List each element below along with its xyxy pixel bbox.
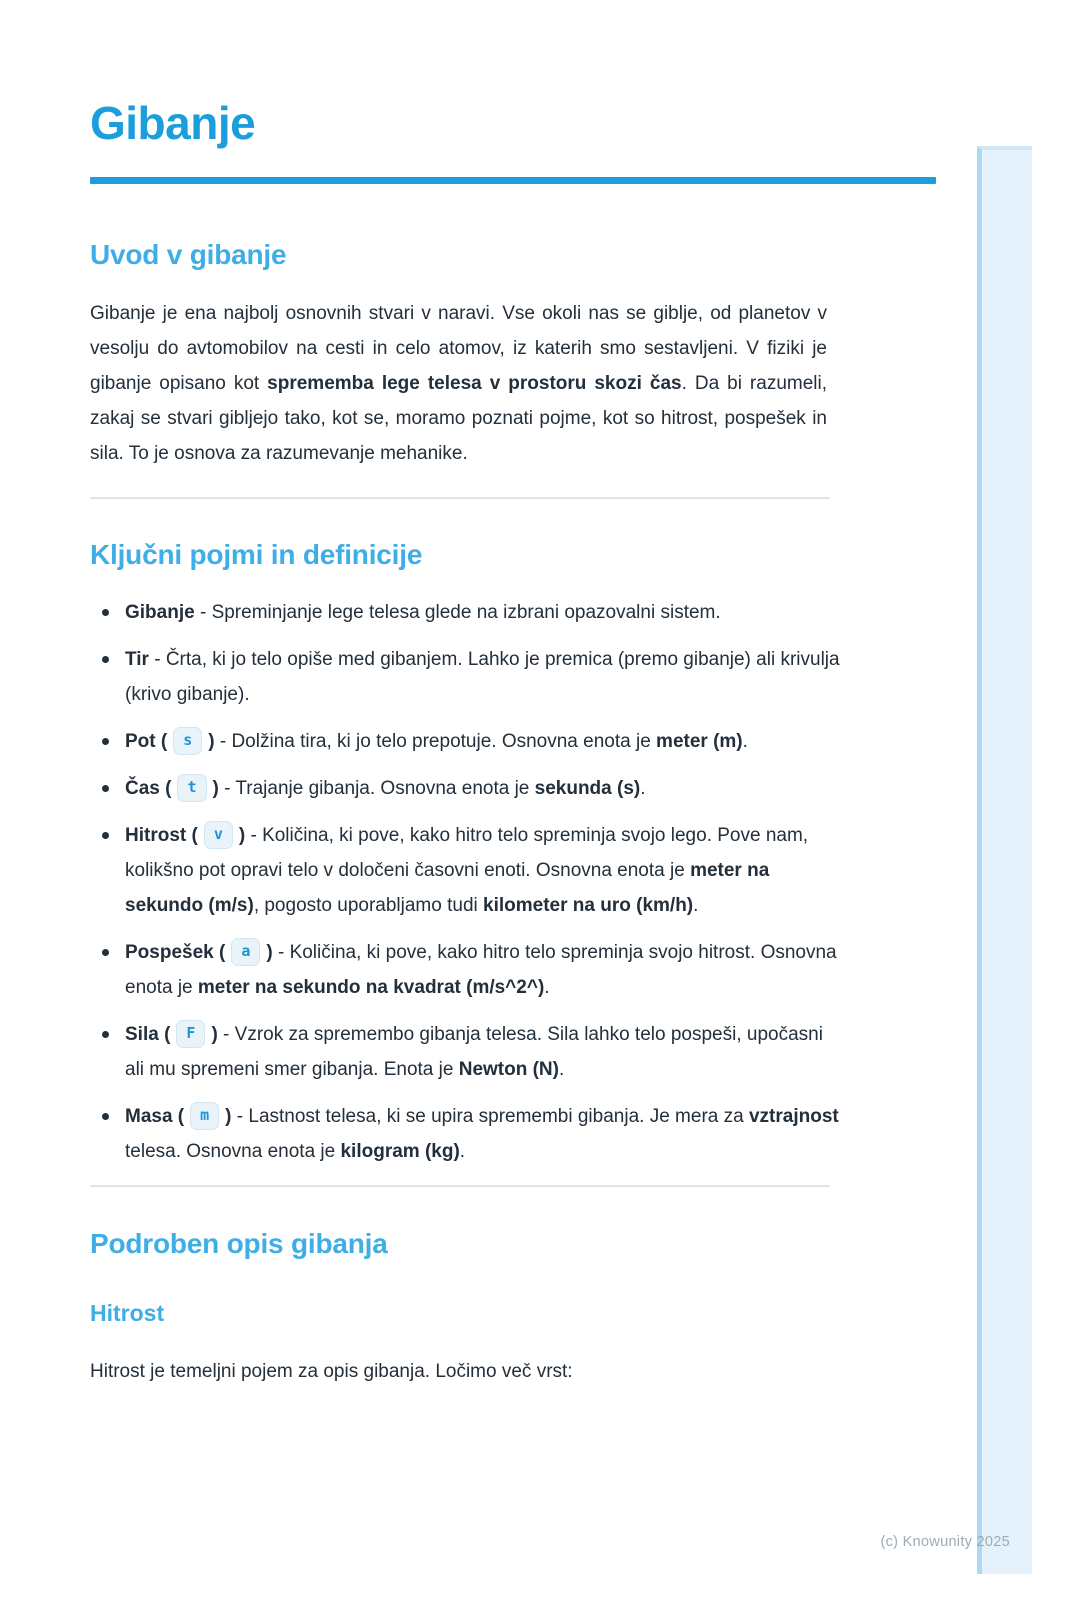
text-segment: sprememba lege telesa v prostoru skozi čas [267, 373, 682, 394]
list-item-text [125, 649, 840, 705]
footer-credit: (c) Knowunity 2025 [880, 1534, 1010, 1550]
section-heading-key-concepts: Ključni pojmi in definicije [90, 539, 423, 570]
text-segment: ) [225, 1106, 232, 1127]
text-segment: . [693, 895, 699, 916]
bullet-icon [102, 738, 109, 745]
text-segment: kilometer na uro (km/h) [483, 895, 694, 916]
text-segment: Gibanje je ena najbolj osnovnih stvari v naravi. Vse okoli nas se giblje, od planetov v vesolju do avtomobilov na cesti in celo atomov, iz katerih smo sestavljeni. V fiziki je gibanje opisano kot [90, 303, 827, 394]
list-item-text [125, 731, 748, 752]
text-segment: Newton (N) [458, 1059, 559, 1080]
list-item [90, 642, 840, 712]
section-heading-intro: Uvod v gibanje [90, 239, 287, 270]
list-item-text [125, 778, 646, 799]
list-item-text [125, 1106, 839, 1162]
text-segment: Hitrost ( [125, 825, 198, 846]
section-divider [90, 1185, 830, 1187]
title-rule [90, 177, 936, 184]
text-segment: - Črta, ki jo telo opiše med gibanjem. Lahko je premica (premo gibanje) ali krivulja (krivo gibanje). [125, 649, 840, 705]
list-item-text [125, 942, 837, 998]
list-item [90, 724, 840, 759]
text-segment: Pot ( [125, 731, 168, 752]
code-token: t [177, 774, 206, 802]
bullet-icon [102, 609, 109, 616]
text-segment: ) [238, 825, 246, 846]
text-segment: . Da bi razumeli, zakaj se stvari gibljejo tako, kot se, moramo poznati pojme, kot so hitrost, pospešek in sila. To je osnova za razumevanje mehanike. [90, 373, 828, 464]
bullet-icon [102, 656, 109, 663]
code-token: F [176, 1020, 205, 1048]
text-segment: Tir [125, 649, 149, 670]
text-segment: - Količina, ki pove, kako hitro telo spreminja svojo lego. Pove nam, kolikšno pot opravi telo v določeni časovni enoti. Osnovna enota je [125, 825, 809, 881]
list-item [90, 1099, 840, 1169]
text-segment: sekunda (s) [534, 778, 641, 799]
text-segment: . [544, 977, 550, 998]
document-page [0, 96, 990, 1389]
text-segment: Gibanje [125, 602, 195, 623]
text-segment: . [640, 778, 646, 799]
text-segment: - Trajanje gibanja. Osnovna enota je [218, 778, 535, 799]
text-segment: vztrajnost [748, 1106, 839, 1127]
text-segment: telesa. Osnovna enota je [125, 1141, 341, 1162]
text-segment: ) [211, 1024, 218, 1045]
text-segment: Sila ( [125, 1024, 171, 1045]
section-divider [90, 497, 830, 499]
text-segment: - Količina, ki pove, kako hitro telo spreminja svojo hitrost. Osnovna enota je [125, 942, 837, 998]
text-segment: ) [266, 942, 273, 963]
code-token: a [231, 938, 260, 966]
text-segment: . [459, 1141, 466, 1162]
list-item [90, 818, 840, 923]
bullet-icon [102, 1113, 109, 1120]
text-segment: Masa ( [125, 1106, 185, 1127]
list-item-text [125, 1024, 823, 1080]
text-segment: meter (m) [656, 731, 743, 752]
list-item-text [125, 825, 808, 916]
list-item [90, 595, 840, 630]
text-segment: - Spreminjanje lege telesa glede na izbrani opazovalni sistem. [194, 602, 721, 623]
list-item-text [125, 602, 721, 623]
text-segment: - Lastnost telesa, ki se upira spremembi gibanja. Je mera za [231, 1106, 749, 1127]
text-segment: Čas ( [125, 778, 172, 799]
text-segment: Hitrost je temeljni pojem za opis gibanja. Ločimo več vrst: [90, 1361, 573, 1382]
text-segment: kilogram (kg) [340, 1141, 460, 1162]
bullet-icon [102, 949, 109, 956]
bullet-icon [102, 832, 109, 839]
bullet-icon [102, 785, 109, 792]
list-item [90, 771, 840, 806]
section-heading-detail: Podroben opis gibanja [90, 1228, 388, 1259]
page-title: Gibanje [90, 97, 256, 149]
text-segment: meter na sekundo (m/s) [125, 860, 770, 916]
code-token: m [190, 1102, 219, 1130]
bullet-icon [102, 1031, 109, 1038]
text-segment: ) [212, 778, 219, 799]
text-segment: ) [208, 731, 215, 752]
list-item [90, 935, 840, 1005]
list-item [90, 1017, 840, 1087]
code-token: v [204, 821, 233, 849]
text-segment: . [742, 731, 748, 752]
subsection-heading-hitrost: Hitrost [90, 1300, 165, 1326]
intro-paragraph [90, 296, 827, 471]
text-segment: , pogosto uporabljamo tudi [253, 895, 484, 916]
concepts-list [90, 595, 840, 1169]
text-segment: - Vzrok za spremembo gibanja telesa. Sila lahko telo pospeši, upočasni ali mu spremeni smer gibanja. Enota je [125, 1024, 823, 1080]
text-segment: meter na sekundo na kvadrat (m/s^2^) [197, 977, 545, 998]
text-segment: . [558, 1059, 565, 1080]
text-segment: - Dolžina tira, ki jo telo prepotuje. Osnovna enota je [214, 731, 657, 752]
code-token: s [173, 727, 202, 755]
text-segment: Pospešek ( [125, 942, 226, 963]
detail-paragraph [90, 1354, 827, 1389]
